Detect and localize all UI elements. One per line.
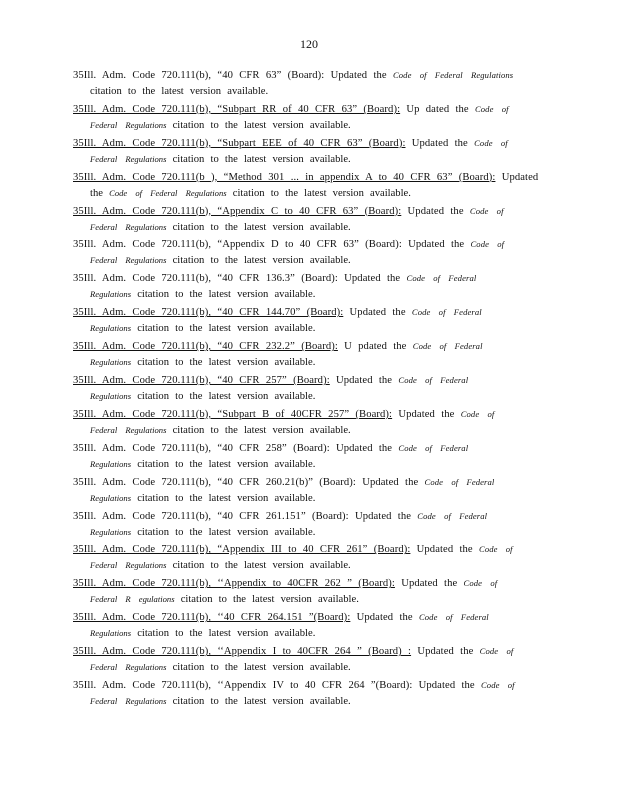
entry-line-1 bbox=[73, 613, 541, 629]
entry-tail: citation to the latest version available. bbox=[180, 594, 359, 606]
entry-line-2 bbox=[73, 223, 541, 237]
cfr-phrase-start: Code of Federal bbox=[417, 510, 488, 521]
entry-tail: citation to the latest version available. bbox=[137, 628, 316, 640]
cfr-phrase-start: Code of bbox=[479, 544, 513, 555]
entry-action: Updated the bbox=[344, 273, 401, 285]
entry-action: Updated the bbox=[349, 307, 406, 319]
cfr-phrase-start: Code of Federal bbox=[411, 307, 482, 318]
entry-tail: citation to the latest version available. bbox=[172, 255, 351, 267]
cfr-phrase-start: Code of Federal bbox=[412, 341, 483, 352]
cfr-phrase-end: Federal Regulations bbox=[90, 221, 167, 232]
cfr-phrase-start: Code of bbox=[480, 680, 515, 691]
entry-tail: citation to the latest version available. bbox=[172, 424, 351, 436]
citation-entry bbox=[73, 139, 541, 173]
entry-line-1 bbox=[73, 579, 541, 595]
entry-reference: 35Ill. Adm. Code 720.111(b), “40 CFR 258” (Board): bbox=[73, 442, 330, 454]
entry-line-2 bbox=[73, 629, 541, 643]
citation-entry bbox=[73, 647, 541, 681]
entry-action: Updated the bbox=[408, 239, 465, 251]
entry-tail: citation to the latest version available. bbox=[137, 458, 316, 470]
entry-reference: 35Ill. Adm. Code 720.111(b), “40 CFR 63” (Board): bbox=[73, 70, 325, 81]
citation-entry bbox=[73, 444, 541, 478]
entry-tail: citation to the latest version available. bbox=[172, 221, 351, 233]
entry-tail: citation to the latest version available. bbox=[137, 492, 316, 504]
citation-entry bbox=[73, 342, 541, 376]
entry-line-1 bbox=[73, 410, 541, 426]
entry-action: Updated the bbox=[336, 442, 393, 454]
page-number: 120 bbox=[300, 37, 318, 51]
entry-reference: 35Ill. Adm. Code 720.111(b), “40 CFR 257” (Board): bbox=[73, 375, 330, 387]
entry-line-2 bbox=[73, 426, 541, 440]
entry-line-1 bbox=[73, 207, 541, 223]
entry-line-2 bbox=[73, 595, 541, 609]
entry-line-1 bbox=[73, 545, 541, 561]
cfr-phrase: Code of Federal Regulations bbox=[109, 187, 227, 198]
citation-entry bbox=[73, 308, 541, 342]
citation-entry bbox=[73, 105, 541, 139]
entry-line-1 bbox=[73, 681, 541, 697]
cfr-phrase-end: Regulations bbox=[90, 289, 132, 300]
cfr-phrase-end: Federal Regulations bbox=[90, 119, 167, 130]
cfr-phrase-end: Federal Regulations bbox=[90, 560, 167, 571]
cfr-phrase-end: Regulations bbox=[90, 458, 132, 469]
entry-line-1 bbox=[73, 478, 541, 494]
cfr-phrase-start: Code of bbox=[460, 408, 495, 419]
citation-entry bbox=[73, 240, 541, 274]
entry-action: Updated the bbox=[417, 646, 474, 658]
entry-line-1 bbox=[73, 444, 541, 460]
entry-line-2 bbox=[73, 155, 541, 169]
entry-line-2 bbox=[73, 290, 541, 304]
entry-line-2 bbox=[73, 87, 541, 101]
entry-line-2 bbox=[73, 324, 541, 338]
entry-tail: citation to the latest version available. bbox=[137, 357, 316, 369]
entry-line-1 bbox=[73, 139, 541, 155]
entry-tail: citation to the latest version available. bbox=[137, 391, 316, 403]
entry-action: Updated the bbox=[330, 70, 387, 81]
entry-tail: citation to the latest version available. bbox=[232, 187, 411, 199]
entry-action: Up dated the bbox=[406, 103, 469, 115]
citation-entry bbox=[73, 207, 541, 241]
entry-action: Updated the bbox=[418, 680, 475, 692]
citation-entry bbox=[73, 579, 541, 613]
citation-entry bbox=[73, 71, 541, 105]
entry-action: Updated bbox=[501, 171, 539, 183]
cfr-phrase-start: Code of Federal bbox=[418, 612, 489, 623]
entry-reference: 35Ill. Adm. Code 720.111(b), “Subpart EEE of 40 CFR 63” (Board): bbox=[73, 137, 406, 149]
entry-reference: 35Ill. Adm. Code 720.111(b), “Subpart B of 40CFR 257” (Board): bbox=[73, 408, 393, 420]
entry-line-2 bbox=[73, 494, 541, 508]
entry-line-1 bbox=[73, 342, 541, 358]
cfr-phrase-start: Code of Federal bbox=[424, 476, 495, 487]
entry-line-1 bbox=[73, 376, 541, 392]
entry-reference: 35Ill. Adm. Code 720.111(b), ‘‘Appendix IV to 40 CFR 264 ”(Board): bbox=[73, 680, 413, 692]
entry-line-2 bbox=[73, 189, 541, 203]
entry-action: Updated the bbox=[401, 578, 458, 590]
cfr-phrase-start: Code of Federal bbox=[398, 442, 469, 453]
entry-reference: 35Ill. Adm. Code 720.111(b), “40 CFR 144.70” (Board): bbox=[73, 307, 344, 319]
cfr-phrase-end: Regulations bbox=[90, 526, 132, 537]
citation-entry bbox=[73, 545, 541, 579]
cfr-phrase-end: Federal Regulations bbox=[90, 255, 167, 266]
entry-line-1 bbox=[73, 274, 541, 290]
citation-entry bbox=[73, 410, 541, 444]
cfr-phrase-start: Code of bbox=[463, 578, 498, 589]
cfr-phrase-start: Code of bbox=[469, 205, 504, 216]
cfr-phrase-end: Regulations bbox=[90, 357, 132, 368]
cfr-phrase-start: Code of bbox=[474, 137, 508, 148]
entry-action: Updated the bbox=[336, 375, 393, 387]
entry-reference: 35Ill. Adm. Code 720.111(b), ‘‘Appendix I to 40CFR 264 ” (Board) : bbox=[73, 646, 412, 658]
entry-reference: 35Ill. Adm. Code 720.111(b), ‘‘40 CFR 264.151 ”(Board): bbox=[73, 612, 351, 624]
cfr-phrase-start: Code of bbox=[470, 239, 505, 250]
entry-line-1 bbox=[73, 308, 541, 324]
cfr-phrase-end: Federal Regulations bbox=[90, 424, 167, 435]
citation-entry bbox=[73, 376, 541, 410]
entry-action: U pdated the bbox=[344, 341, 407, 353]
citation-entry bbox=[73, 613, 541, 647]
entry-tail: citation to the latest version available. bbox=[172, 119, 351, 131]
entry-tail: citation to the latest version available. bbox=[172, 153, 351, 165]
cfr-phrase-start: Code of bbox=[474, 103, 509, 114]
cfr-phrase-end: Regulations bbox=[90, 492, 132, 503]
entry-action: Updated the bbox=[362, 476, 419, 488]
entry-tail: citation to the latest version available. bbox=[172, 696, 351, 708]
entry-line-2 bbox=[73, 392, 541, 406]
entry-line-2 bbox=[73, 256, 541, 270]
entry-line-1 bbox=[73, 71, 541, 87]
entry-reference: 35Ill. Adm. Code 720.111(b ), “Method 301 ... in appendix A to 40 CFR 63” (Board): bbox=[73, 171, 496, 183]
entry-tail: citation to the latest version available. bbox=[137, 526, 316, 538]
entry-reference: 35Ill. Adm. Code 720.111(b), “Appendix III to 40 CFR 261” (Board): bbox=[73, 544, 411, 556]
entry-line-1 bbox=[73, 105, 541, 121]
entry-line-1 bbox=[73, 647, 541, 663]
cfr-phrase-end: Federal Regulations bbox=[90, 662, 167, 673]
entry-line-1 bbox=[73, 173, 541, 189]
cfr-phrase-end: Regulations bbox=[90, 628, 132, 639]
entry-action: Updated the bbox=[356, 612, 413, 624]
cfr-phrase-end: Federal R egulations bbox=[90, 594, 175, 605]
entry-line-2 bbox=[73, 663, 541, 677]
entry-line-2 bbox=[73, 121, 541, 135]
entry-reference: 35Ill. Adm. Code 720.111(b), “Subpart RR of 40 CFR 63” (Board): bbox=[73, 103, 401, 115]
entry-action: Updated the bbox=[398, 408, 455, 420]
entry-action: Updated the bbox=[411, 137, 468, 149]
entry-tail: citation to the latest version available. bbox=[172, 662, 351, 674]
cfr-phrase-end: Federal Regulations bbox=[90, 153, 167, 164]
cfr-phrase-end: Regulations bbox=[90, 391, 132, 402]
entry-reference: 35Ill. Adm. Code 720.111(b), “Appendix D to 40 CFR 63” (Board): bbox=[73, 239, 402, 251]
entry-list bbox=[73, 71, 541, 715]
entry-reference: 35Ill. Adm. Code 720.111(b), “40 CFR 260.21(b)” (Board): bbox=[73, 476, 356, 488]
cfr-phrase-start: Code of Federal bbox=[398, 375, 469, 386]
entry-reference: 35Ill. Adm. Code 720.111(b), “40 CFR 136.3” (Board): bbox=[73, 273, 338, 285]
entry-action: Updated the bbox=[416, 544, 473, 556]
entry-reference: 35Ill. Adm. Code 720.111(b), “40 CFR 261.151” (Board): bbox=[73, 510, 349, 522]
entry-tail: citation to the latest version available. bbox=[172, 560, 351, 572]
entry-line-2 bbox=[73, 358, 541, 372]
citation-entry bbox=[73, 512, 541, 546]
entry-line-2 bbox=[73, 561, 541, 575]
entry-action: Updated the bbox=[354, 510, 412, 522]
entry-tail: citation to the latest version available. bbox=[137, 323, 316, 335]
cfr-phrase-start: Code of Federal bbox=[406, 273, 477, 284]
entry-reference: 35Ill. Adm. Code 720.111(b), “Appendix C to 40 CFR 63” (Board): bbox=[73, 205, 402, 217]
citation-entry bbox=[73, 274, 541, 308]
entry-line-2 bbox=[73, 460, 541, 474]
entry-action: Updated the bbox=[407, 205, 464, 217]
entry-line-1 bbox=[73, 240, 541, 256]
entry-tail: citation to the latest version available. bbox=[90, 86, 269, 97]
cfr-phrase-end: Federal Regulations bbox=[90, 696, 167, 707]
entry-line-1 bbox=[73, 512, 541, 528]
entry-line-2 bbox=[73, 528, 541, 542]
cfr-phrase-start: Code of bbox=[479, 646, 514, 657]
citation-entry bbox=[73, 681, 541, 715]
citation-entry bbox=[73, 173, 541, 207]
cfr-phrase: Code of Federal Regulations bbox=[392, 70, 514, 80]
entry-tail: citation to the latest version available. bbox=[137, 289, 316, 301]
entry-reference: 35Ill. Adm. Code 720.111(b), “40 CFR 232.2” (Board): bbox=[73, 341, 338, 353]
citation-entry bbox=[73, 478, 541, 512]
cfr-phrase-end: Regulations bbox=[90, 323, 132, 334]
entry-prefix: the bbox=[90, 187, 110, 199]
entry-line-2 bbox=[73, 697, 541, 711]
entry-reference: 35Ill. Adm. Code 720.111(b), ‘‘Appendix to 40CFR 262 ” (Board): bbox=[73, 578, 395, 590]
